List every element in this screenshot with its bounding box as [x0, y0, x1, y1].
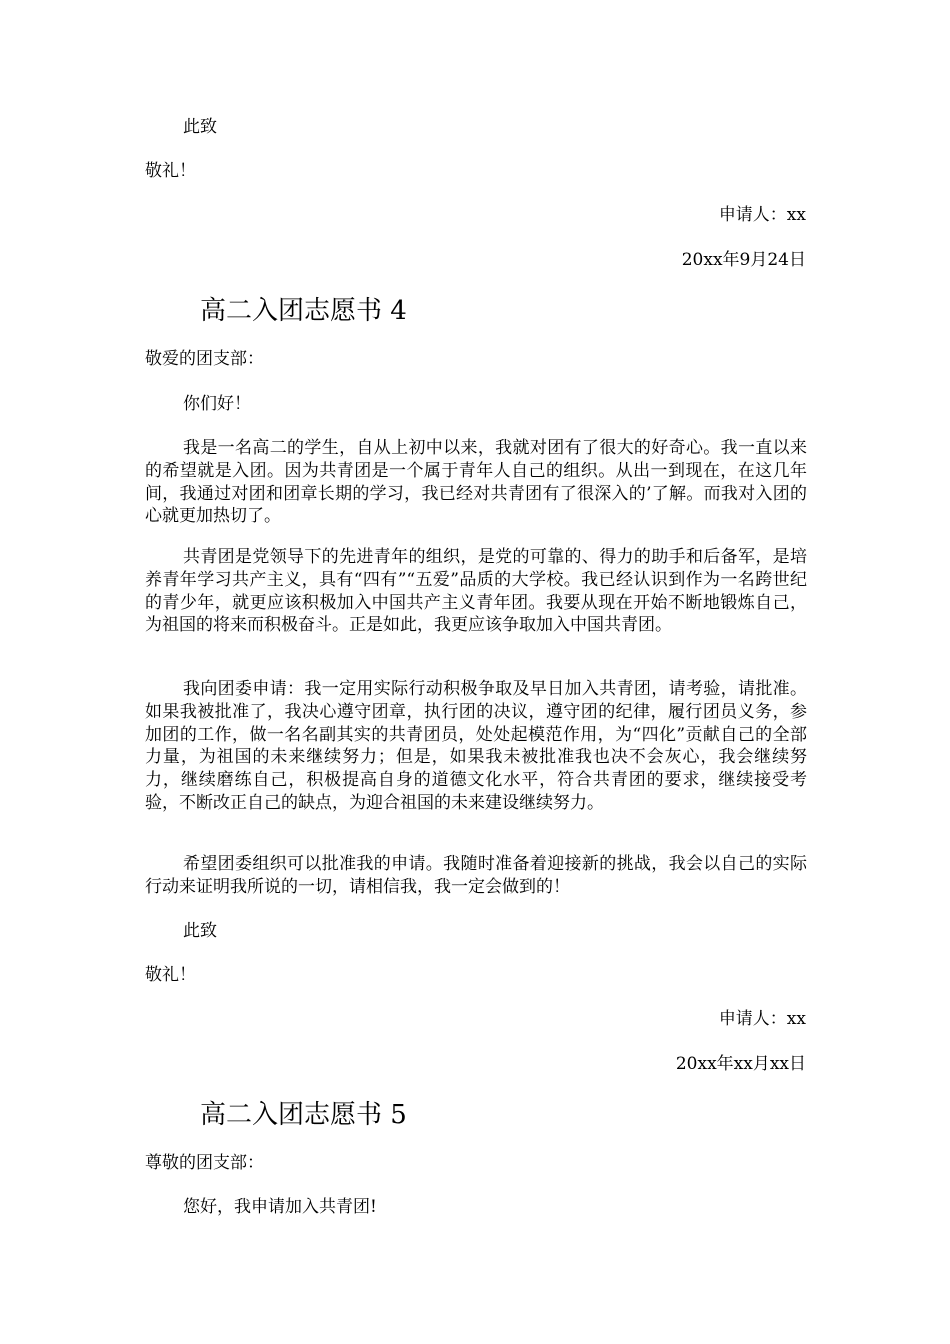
- letter-title: 高二入团志愿书 5: [200, 1100, 407, 1130]
- letter-title: 高二入团志愿书 4: [200, 296, 407, 326]
- body-paragraph: 希望团委组织可以批准我的申请。我随时准备着迎接新的挑战，我会以自己的实际行动来证明我所说的一切，请相信我，我一定会做到的！: [145, 854, 807, 897]
- applicant-signature: 申请人：xx: [718, 1009, 806, 1029]
- body-paragraph: 我向团委申请：我一定用实际行动积极争取及早日加入共青团，请考验，请批准。如果我被批准了，我决心遵守团章，执行团的决议，遵守团的纪律，履行团员义务，参加团的工作，做一名名副其实的共青团员，处处起模范作用，为“四化”贡献自己的全部力量，为祖国的未来继续努力；但是，如果我未被批准我也决不会灰心，我会继续努力，继续磨练自己，积极提高自身的道德文化水平，符合共青团的要求，继续接受考验，不断改正自己的缺点，为迎合祖国的未来建设继续努力。: [145, 679, 807, 813]
- greeting-text: 你们好！: [183, 394, 251, 414]
- body-paragraph: 我是一名高二的学生，自从上初中以来，我就对团有了很大的好奇心。我一直以来的希望就是入团。因为共青团是一个属于青年人自己的组织。从出一到现在，在这几年间，我通过对团和团章长期的学习，我已经对共青团有了很深入的’了解。而我对入团的心就更加热切了。: [145, 438, 807, 527]
- applicant-signature: 申请人：xx: [718, 205, 806, 225]
- addressee-text: 敬爱的团支部：: [145, 349, 264, 369]
- letter-date: 20xx年9月24日: [681, 250, 806, 270]
- body-paragraph: 共青团是党领导下的先进青年的组织，是党的可靠的、得力的助手和后备军，是培养青年学习共产主义，具有“四有”“五爱”品质的大学校。我已经认识到作为一名跨世纪的青少年，就更应该积极加入中国共产主义青年团。我要从现在开始不断地锻炼自己，为祖国的将来而积极奋斗。正是如此，我更应该争取加入中国共青团。: [145, 547, 807, 636]
- salute-text: 敬礼！: [145, 965, 196, 985]
- letter-date: 20xx年xx月xx日: [675, 1054, 806, 1074]
- addressee-text: 尊敬的团支部：: [145, 1153, 264, 1173]
- salute-text: 敬礼！: [145, 161, 196, 181]
- closing-text: 此致: [183, 921, 217, 941]
- greeting-text: 您好，我申请加入共青团!: [183, 1197, 377, 1217]
- closing-text: 此致: [183, 117, 217, 137]
